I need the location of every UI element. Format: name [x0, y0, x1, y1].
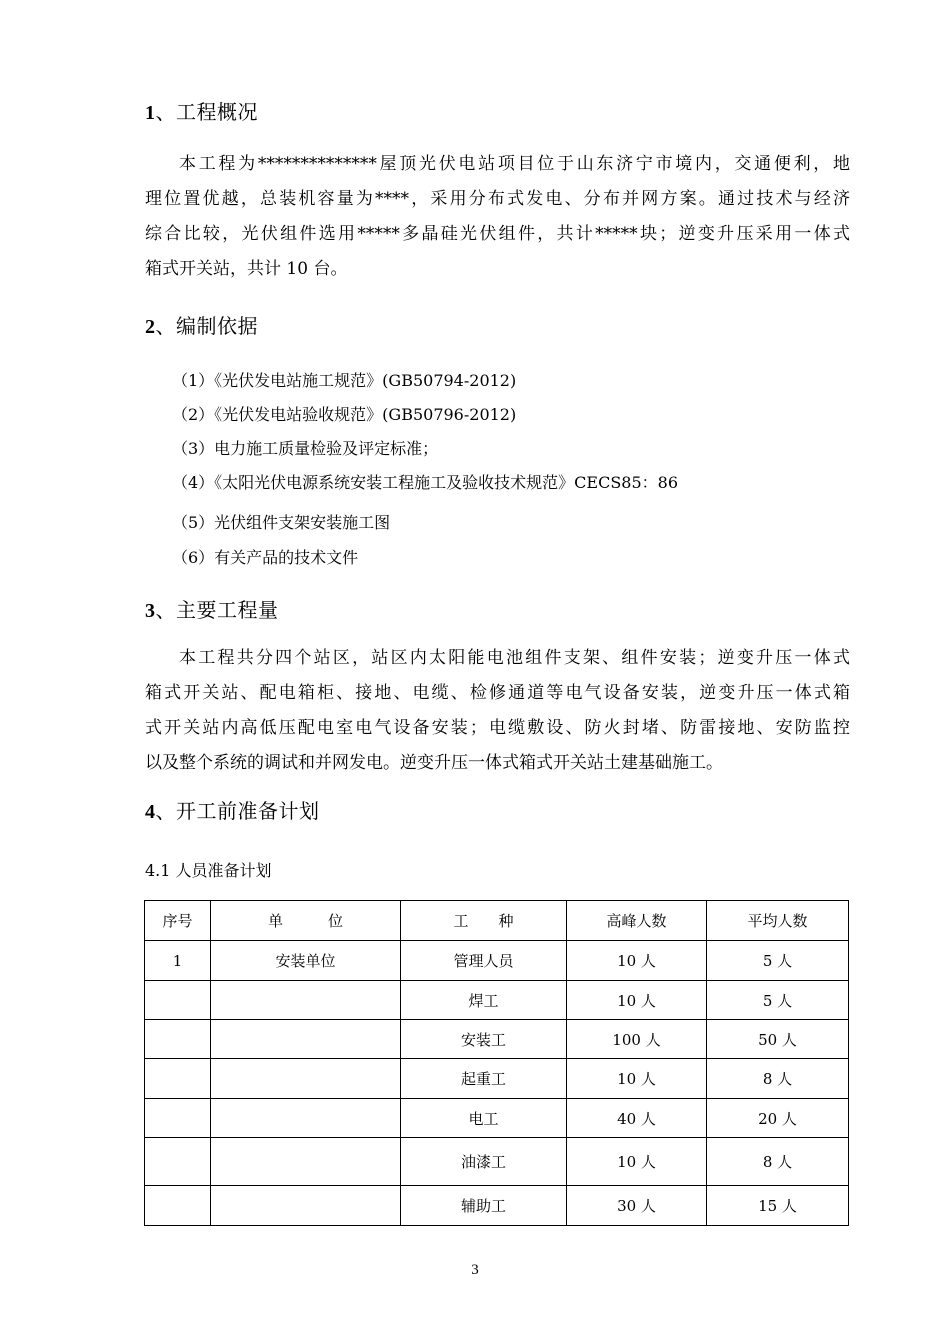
cell-unit	[211, 1186, 401, 1226]
cell-seq	[145, 1186, 211, 1226]
reference-item: （4）《太阳光伏电源系统安装工程施工及验收技术规范》CECS85：86	[172, 473, 679, 492]
cell-average: 8 人	[707, 1059, 849, 1099]
cell-seq: 1	[145, 941, 211, 981]
staffing-table	[144, 900, 849, 1226]
cell-average: 50 人	[707, 1020, 849, 1059]
cell-peak: 10 人	[567, 1138, 707, 1186]
section-number: 1	[145, 102, 156, 124]
cell-work-type: 安装工	[401, 1020, 567, 1059]
section-heading-overview	[145, 96, 258, 125]
paragraph-line: 本工程共分四个站区，站区内太阳能电池组件支架、组件安装；逆变升压一体式	[179, 648, 850, 668]
cell-peak: 10 人	[567, 981, 707, 1020]
cell-unit	[211, 1138, 401, 1186]
cell-average: 8 人	[707, 1138, 849, 1186]
table-row	[145, 1099, 849, 1138]
cell-work-type: 起重工	[401, 1059, 567, 1099]
reference-item: （3）电力施工质量检验及评定标准；	[172, 439, 439, 458]
paragraph-line: 理位置优越，总装机容量为****，采用分布式发电、分布并网方案。通过技术与经济	[145, 189, 850, 209]
cell-average: 20 人	[707, 1099, 849, 1138]
table-header-row	[145, 901, 849, 941]
reference-item: （5）光伏组件支架安装施工图	[172, 513, 391, 532]
cell-work-type: 辅助工	[401, 1186, 567, 1226]
workload-paragraph	[145, 641, 850, 781]
cell-peak: 100 人	[567, 1020, 707, 1059]
cell-average: 5 人	[707, 981, 849, 1020]
subsection-title: 4.1 人员准备计划	[145, 861, 272, 880]
paragraph-line: 箱式开关站、配电箱柜、接地、电缆、检修通道等电气设备安装，逆变升压一体式箱	[145, 683, 850, 703]
overview-paragraph	[145, 147, 850, 287]
cell-work-type: 电工	[401, 1099, 567, 1138]
header-average: 平均人数	[707, 901, 849, 941]
section-heading-workload	[145, 594, 279, 623]
table-row	[145, 941, 849, 981]
section-title: 、编制依据	[155, 314, 258, 338]
table-row	[145, 1059, 849, 1099]
cell-seq	[145, 1138, 211, 1186]
cell-average: 15 人	[707, 1186, 849, 1226]
table-row	[145, 1020, 849, 1059]
paragraph-line: 本工程为**************屋顶光伏电站项目位于山东济宁市境内，交通便利，地	[179, 154, 850, 174]
page-number: 3	[471, 1262, 479, 1278]
cell-peak: 40 人	[567, 1099, 707, 1138]
cell-peak: 30 人	[567, 1186, 707, 1226]
table-row	[145, 1186, 849, 1226]
cell-unit	[211, 1059, 401, 1099]
reference-item: （6）有关产品的技术文件	[172, 548, 359, 567]
cell-seq	[145, 981, 211, 1020]
cell-unit	[211, 1099, 401, 1138]
header-peak: 高峰人数	[567, 901, 707, 941]
table-row	[145, 981, 849, 1020]
header-unit: 单 位	[211, 901, 401, 941]
reference-item: （2）《光伏发电站验收规范》(GB50796-2012)	[172, 405, 517, 424]
cell-unit	[211, 981, 401, 1020]
cell-seq	[145, 1059, 211, 1099]
section-title: 、开工前准备计划	[155, 799, 320, 823]
reference-item: （1）《光伏发电站施工规范》(GB50794-2012)	[172, 371, 517, 390]
cell-work-type: 管理人员	[401, 941, 567, 981]
cell-work-type: 油漆工	[401, 1138, 567, 1186]
cell-unit: 安装单位	[211, 941, 401, 981]
section-heading-preparation	[145, 795, 320, 824]
cell-work-type: 焊工	[401, 981, 567, 1020]
cell-unit	[211, 1020, 401, 1059]
header-seq: 序号	[145, 901, 211, 941]
cell-seq	[145, 1099, 211, 1138]
section-number: 3	[145, 600, 156, 622]
section-heading-basis	[145, 310, 258, 339]
paragraph-line: 综合比较，光伏组件选用*****多晶硅光伏组件，共计*****块；逆变升压采用一体式	[145, 224, 850, 244]
section-number: 2	[145, 316, 156, 338]
table-row	[145, 1138, 849, 1186]
paragraph-line: 式开关站内高低压配电室电气设备安装；电缆敷设、防火封堵、防雷接地、安防监控	[145, 718, 850, 738]
cell-peak: 10 人	[567, 941, 707, 981]
paragraph-line: 箱式开关站，共计 10 台。	[145, 259, 348, 279]
header-work-type: 工 种	[401, 901, 567, 941]
cell-peak: 10 人	[567, 1059, 707, 1099]
section-title: 、主要工程量	[155, 598, 279, 622]
cell-seq	[145, 1020, 211, 1059]
paragraph-line: 以及整个系统的调试和并网发电。逆变升压一体式箱式开关站土建基础施工。	[145, 753, 723, 773]
cell-average: 5 人	[707, 941, 849, 981]
section-title: 、工程概况	[155, 100, 258, 124]
section-number: 4	[145, 801, 156, 823]
